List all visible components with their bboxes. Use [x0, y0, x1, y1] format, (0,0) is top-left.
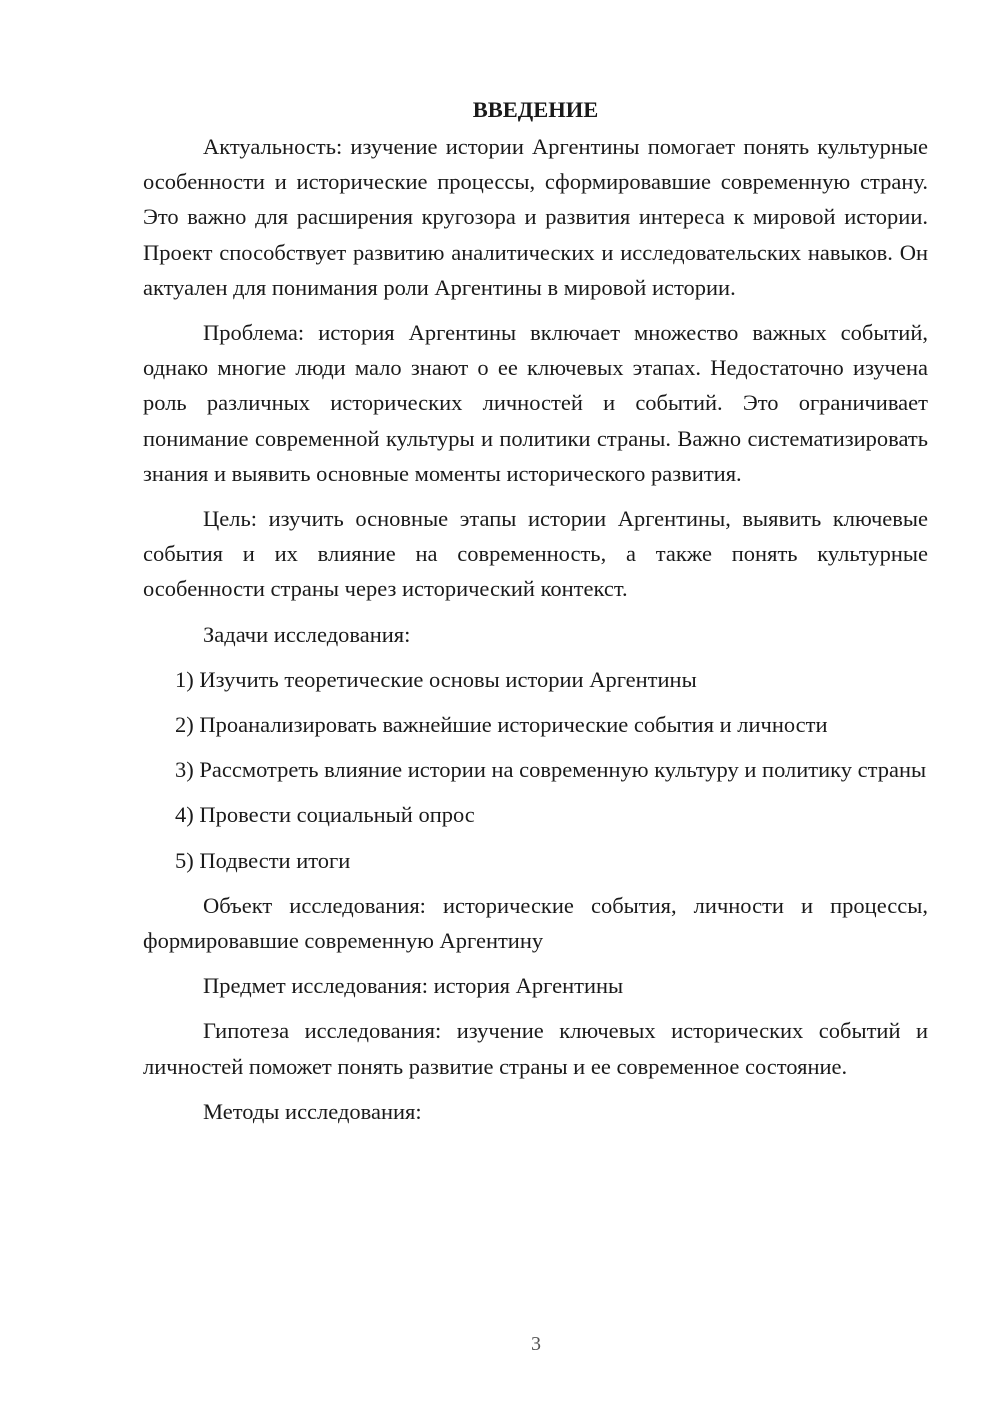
problem-paragraph: Проблема: история Аргентины включает множество важных событий, однако многие люди мало знают о ее ключевых этапах. Недостаточно изучена роль различных исторических личностей и событий. Это ограничивает понимание современной культуры и политики страны. Важно систематизировать знания и выявить основные моменты исторического развития.: [143, 320, 928, 486]
tasks-heading: Задачи исследования:: [203, 621, 411, 647]
object-paragraph: Объект исследования: исторические события, личности и процессы, формировавшие современную Аргентину: [143, 892, 928, 954]
task-item: 5) Подвести итоги: [175, 847, 351, 873]
page-number: 3: [531, 1333, 541, 1355]
methods-heading: Методы исследования:: [203, 1098, 422, 1124]
subject-paragraph: Предмет исследования: история Аргентины: [203, 973, 624, 999]
task-item: 4) Провести социальный опрос: [175, 802, 475, 828]
tasks-list: [143, 662, 928, 878]
task-item: 2) Проанализировать важнейшие исторические события и личности: [175, 712, 828, 738]
document-page: [143, 92, 928, 1139]
goal-paragraph: Цель: изучить основные этапы истории Аргентины, выявить ключевые события и их влияние на современность, а также понять культурные особенности страны через исторический контекст.: [143, 506, 928, 602]
task-item: 3) Рассмотреть влияние истории на современную культуру и политику страны: [175, 757, 927, 783]
hypothesis-paragraph: Гипотеза исследования: изучение ключевых исторических событий и личностей поможет понять развитие страны и ее современное состояние.: [143, 1018, 928, 1079]
relevance-paragraph: Актуальность: изучение истории Аргентины помогает понять культурные особенности и исторические процессы, сформировавшие современную страну. Это важно для расширения кругозора и развития интереса к мировой истории. Проект способствует развитию аналитических и исследовательских навыков. Он актуален для понимания роли Аргентины в мировой истории.: [143, 134, 928, 300]
section-title: ВВЕДЕНИЕ: [472, 97, 599, 122]
task-item: 1) Изучить теоретические основы истории Аргентины: [175, 666, 697, 692]
